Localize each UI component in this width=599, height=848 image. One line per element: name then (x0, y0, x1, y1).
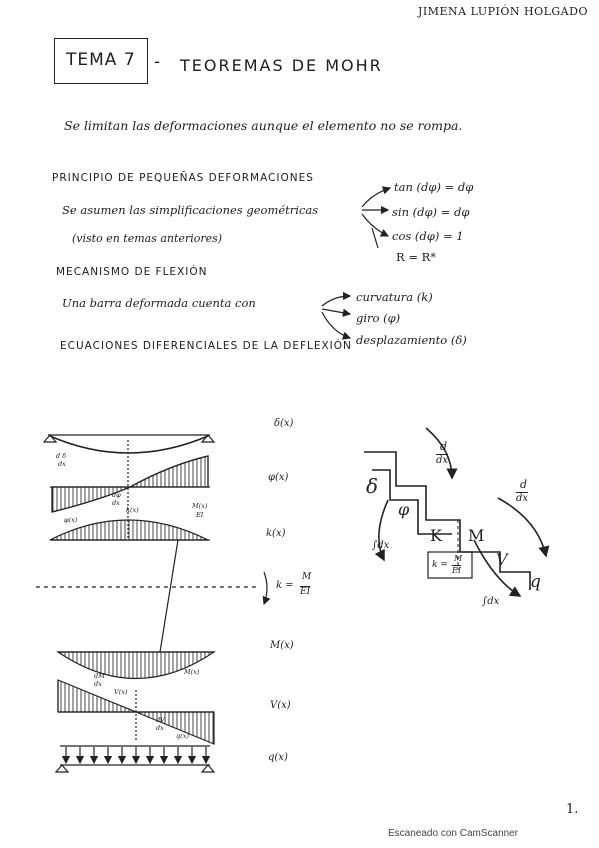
principio-line1: Se asumen las simplificaciones geométricas (62, 203, 319, 217)
mecanismo-arrows (322, 296, 350, 338)
item-curvatura: curvatura (k) (356, 290, 433, 304)
inner-ddelta-num: d δ (56, 452, 67, 460)
page-number: 1. (566, 802, 579, 817)
simplification-r: R = R* (396, 250, 437, 264)
stair-v: V (496, 550, 508, 569)
inner-q-small: q(x) (176, 732, 189, 740)
inner-dphi-den: dx (112, 499, 120, 507)
inner-phi-small: φ(x) (64, 516, 78, 524)
item-desplazamiento: desplazamiento (δ) (356, 333, 467, 347)
stair-d-num-1: d (440, 440, 448, 453)
inner-dm-num: dM (94, 672, 105, 680)
inner-mx-den: EI (196, 511, 204, 519)
inner-dphi-num: dφ (112, 491, 121, 499)
scanner-footer: Escaneado con CamScanner (388, 828, 519, 839)
simplification-sin: sin (dφ) = dφ (392, 205, 470, 219)
page-title: TEOREMAS DE MOHR (180, 56, 383, 75)
stair-integral-2: ∫dx (482, 596, 500, 607)
ecuaciones-heading: ECUACIONES DIFERENCIALES DE LA DEFLEXIÓN (60, 340, 352, 352)
label-v-x: V(x) (270, 700, 291, 711)
stair-box-den: EI (452, 566, 461, 575)
k-formula-den: EI (300, 587, 311, 597)
stair-delta: δ (366, 474, 379, 498)
principio-heading: PRINCIPIO DE PEQUEÑAS DEFORMACIONES (52, 172, 314, 184)
deflection-diagram (36, 435, 267, 772)
stair-q: q (530, 572, 541, 592)
inner-m-small: M(x) (184, 668, 200, 676)
inner-mx-num: M(x) (192, 502, 208, 510)
author-name: JIMENA LUPIÓN HOLGADO (418, 5, 588, 18)
label-phi-x: φ(x) (268, 472, 289, 483)
label-k-x: k(x) (266, 528, 286, 539)
stair-k: K (430, 526, 442, 545)
stair-phi: φ (398, 500, 410, 519)
mecanismo-heading: MECANISMO DE FLEXIÓN (56, 266, 208, 278)
inner-dm-den: dx (94, 680, 102, 688)
principio-line2: (visto en temas anteriores) (72, 232, 223, 245)
label-m-x: M(x) (270, 640, 294, 651)
stair-m: M (468, 526, 485, 545)
stair-integral-1: ∫dx (372, 540, 390, 551)
principio-arrows (362, 188, 390, 248)
simplification-cos: cos (dφ) = 1 (392, 229, 464, 243)
stair-d-den-1: dx (436, 455, 449, 466)
stair-box-lhs: k = (432, 560, 448, 570)
simplification-tan: tan (dφ) = dφ (394, 180, 474, 194)
stair-d-num-2: d (520, 478, 528, 491)
stair-d-den-2: dx (516, 493, 529, 504)
label-q-x: q(x) (268, 752, 288, 763)
tema-label: TEMA 7 (66, 50, 136, 70)
inner-dv-den: dx (156, 724, 164, 732)
intro-text: Se limitan las deformaciones aunque el elemento no se rompa. (64, 118, 463, 133)
label-delta-x: δ(x) (274, 418, 294, 429)
inner-k-small: k(x) (126, 506, 139, 514)
inner-dv-num: dV (156, 716, 165, 724)
title-dash: - (154, 52, 162, 72)
inner-v-small: V(x) (114, 688, 128, 696)
inner-ddelta-den: dx (58, 460, 66, 468)
item-giro: giro (φ) (356, 311, 401, 325)
stair-box-num: M (454, 554, 463, 563)
mecanismo-line: Una barra deformada cuenta con (62, 296, 256, 310)
k-formula-lhs: k = (276, 580, 294, 591)
k-formula-num: M (302, 572, 312, 582)
